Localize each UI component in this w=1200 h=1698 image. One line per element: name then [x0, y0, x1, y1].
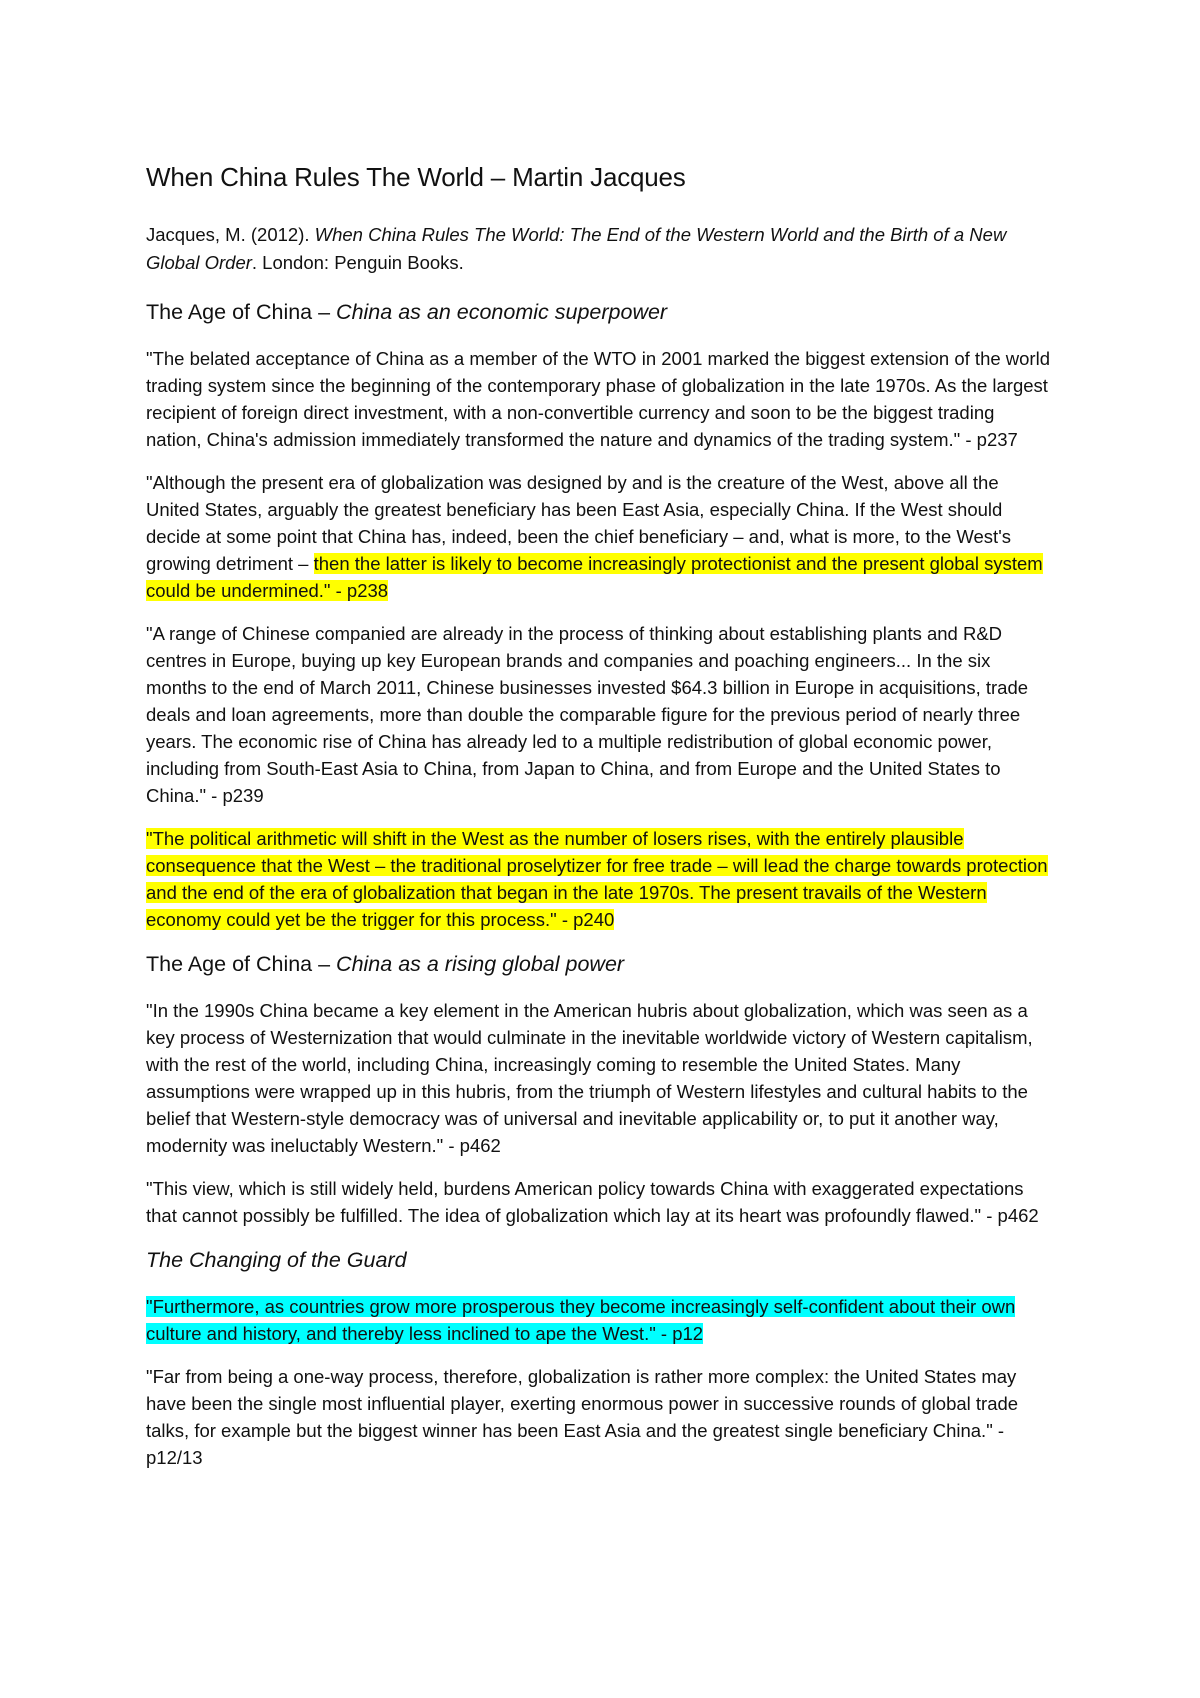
quote-p12-13: "Far from being a one-way process, therefore, globalization is rather more complex: the United States may have been the single most influential player, exerting enormous power in successive rounds of global trade talks, for example but the biggest winner has been East Asia and the greatest single beneficiary China." - p12/13: [146, 1366, 1019, 1468]
quote-p240-highlight: "The political arithmetic will shift in the West as the number of losers rises, with the entirely plausible consequence that the West – the traditional proselytizer for free trade – will lead the charge towards protection and the end of the era of globalization that began in the late 1970s. The present travails of the Western economy could yet be the trigger for this process." - p240: [146, 828, 1048, 930]
section-heading-main: The Age of China –: [146, 300, 337, 324]
section-heading-sub: China as an economic superpower: [336, 300, 668, 324]
quote-p238-highlight: then the latter is likely to become increasingly protectionist and the present global system could be undermined." - p238: [146, 553, 1043, 601]
section-heading-main: The Age of China –: [146, 952, 337, 976]
section-heading-global-power: [146, 949, 1050, 979]
citation-book-title: When China Rules The World: The End of the Western World and the Birth of a New Global Order: [146, 224, 1007, 273]
quote-p239: "A range of Chinese companied are already in the process of thinking about establishing plants and R&D centres in Europe, buying up key European brands and companies and poaching engineers... In the six months to the end of March 2011, Chinese businesses invested $64.3 billion in Europe in acquisitions, trade deals and loan agreements, more than double the comparable figure for the previous period of nearly three years. The economic rise of China has already led to a multiple redistribution of global economic power, including from South-East Asia to China, from Japan to China, and from Europe and the United States to China." - p239: [146, 623, 1029, 806]
quote-p238-plain: "Although the present era of globalization was designed by and is the creature of the West, above all the United States, arguably the greatest beneficiary has been East Asia, especially China. If the West should decide at some point that China has, indeed, been the chief beneficiary – and, what is more, to the West's growing detriment –: [146, 472, 1011, 574]
quote-p12: [146, 1293, 1050, 1347]
quote-p238: [146, 469, 1050, 604]
quote-p12-highlight: "Furthermore, as countries grow more prosperous they become increasingly self-confident about their own culture and history, and thereby less inclined to ape the West." - p12: [146, 1296, 1016, 1344]
quote-p462-a: "In the 1990s China became a key element in the American hubris about globalization, which was seen as a key process of Westernization that would culminate in the inevitable worldwide victory of Western capitalism, with the rest of the world, including China, increasingly coming to resemble the United States. Many assumptions were wrapped up in this hubris, from the triumph of Western lifestyles and cultural habits to the belief that Western-style democracy was of universal and inevitable applicability or, to put it another way, modernity was ineluctably Western." - p462: [146, 1000, 1033, 1156]
citation-prefix: Jacques, M. (2012).: [146, 224, 315, 245]
quote-p237: "The belated acceptance of China as a member of the WTO in 2001 marked the biggest extension of the world trading system since the beginning of the contemporary phase of globalization in the late 1970s. As the largest recipient of foreign direct investment, with a non-convertible currency and soon to be the biggest trading nation, China's admission immediately transformed the nature and dynamics of the trading system." - p237: [146, 348, 1050, 450]
section-heading-sub: China as a rising global power: [336, 952, 625, 976]
citation: [146, 221, 1050, 277]
quote-p240: [146, 825, 1050, 933]
quote-p462-b: "This view, which is still widely held, burdens American policy towards China with exaggerated expectations that cannot possibly be fulfilled. The idea of globalization which lay at its heart was profoundly flawed." - p462: [146, 1178, 1039, 1226]
document-title: When China Rules The World – Martin Jacques: [146, 162, 686, 192]
section-heading-changing-guard: The Changing of the Guard: [146, 1248, 407, 1272]
section-heading-economic: [146, 297, 1050, 327]
citation-suffix: . London: Penguin Books.: [251, 252, 464, 273]
